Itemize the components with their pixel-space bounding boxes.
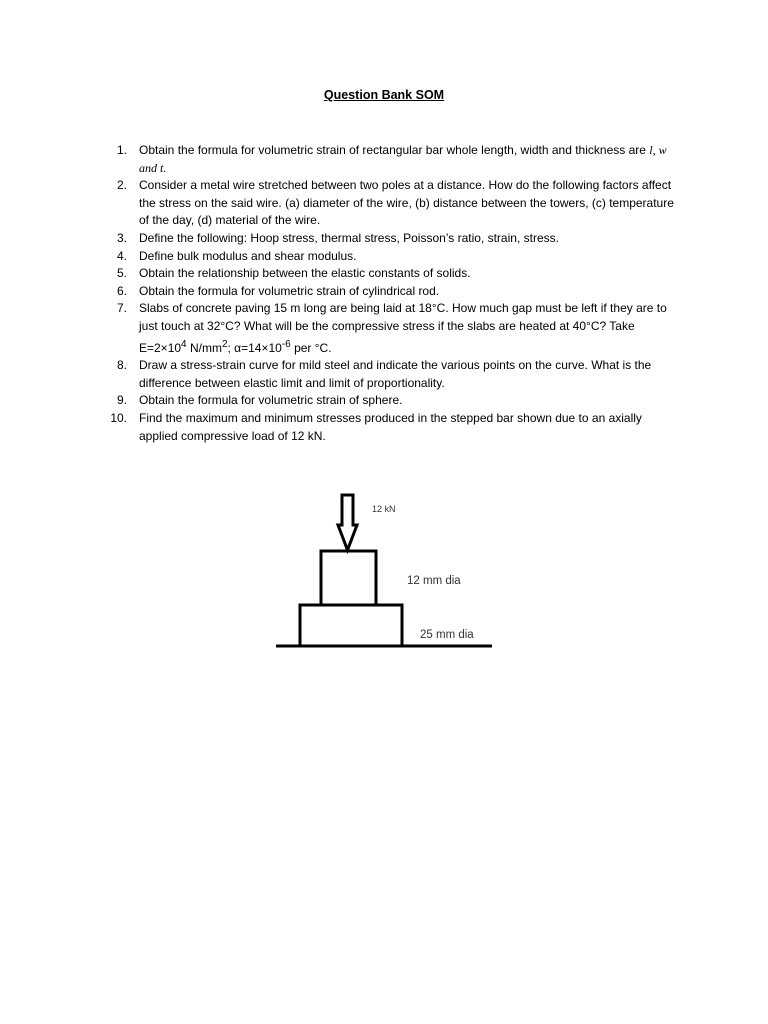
- question-number: 3.: [116, 230, 127, 245]
- question-item-4: [112, 248, 682, 266]
- upper-bar: [321, 551, 376, 605]
- question-number: 7.: [116, 301, 127, 316]
- question-number: 1.: [116, 143, 127, 157]
- question-number: 4.: [116, 248, 127, 263]
- question-item-10: [112, 410, 682, 445]
- question-text: Define bulk modulus and shear modulus.: [139, 248, 357, 263]
- question-text: Consider a metal wire stretched between two poles at a distance. How do the following factors affect the stress on the said wire. (a) diameter of the wire, (b) distance between the towers, (c) temperature of the day, (d) material of the wire.: [139, 178, 674, 228]
- question-text: N/mm: [186, 340, 222, 355]
- upper-diameter-label: 12 mm dia: [407, 575, 461, 587]
- superscript: -6: [281, 338, 291, 350]
- question-number: 6.: [116, 283, 127, 298]
- superscript: 2: [221, 338, 228, 350]
- question-list: [112, 142, 682, 445]
- question-text: Obtain the formula for volumetric strain of rectangular bar whole length, width and thickness are: [139, 143, 650, 157]
- load-arrow: [338, 495, 357, 550]
- load-label: 12 kN: [372, 504, 396, 514]
- question-item-9: [112, 392, 682, 410]
- question-number: 9.: [116, 393, 127, 408]
- math-expression: l, w and t.: [139, 143, 667, 175]
- question-text: Obtain the formula for volumetric strain of cylindrical rod.: [139, 283, 440, 298]
- question-text: Draw a stress-strain curve for mild steel and indicate the various points on the curve. What is the difference between elastic limit and limit of proportionality.: [139, 358, 652, 390]
- question-number: 2.: [116, 178, 127, 193]
- question-item-1: [112, 142, 682, 177]
- question-text: Obtain the relationship between the elastic constants of solids.: [139, 266, 471, 281]
- question-item-2: [112, 177, 682, 230]
- question-text: Obtain the formula for volumetric strain of sphere.: [139, 393, 403, 408]
- question-text: per °C.: [290, 340, 332, 355]
- question-number: 8.: [116, 358, 127, 373]
- question-text: Slabs of concrete paving 15 m long are being laid at 18°C. How much gap must be left if they are to just touch at 32°C? What will be the compressive stress if the slabs are heated at 40°C? Take E=2×10: [139, 301, 667, 355]
- question-text: Define the following: Hoop stress, thermal stress, Poisson’s ratio, strain, stress.: [139, 230, 559, 245]
- question-item-7: [112, 300, 682, 357]
- question-number: 10.: [110, 410, 127, 425]
- question-item-8: [112, 357, 682, 392]
- lower-bar: [300, 605, 402, 646]
- question-text: ; α=14×10: [227, 340, 282, 355]
- stepped-bar-diagram: [260, 490, 520, 660]
- question-item-6: [112, 283, 682, 301]
- lower-diameter-label: 25 mm dia: [420, 629, 474, 641]
- superscript: 4: [181, 338, 187, 350]
- page-title: Question Bank SOM: [323, 88, 445, 102]
- question-item-5: [112, 265, 682, 283]
- question-number: 5.: [116, 266, 127, 281]
- question-item-3: [112, 230, 682, 248]
- question-text: Find the maximum and minimum stresses produced in the stepped bar shown due to an axially applied compressive load of 12 kN.: [139, 410, 642, 443]
